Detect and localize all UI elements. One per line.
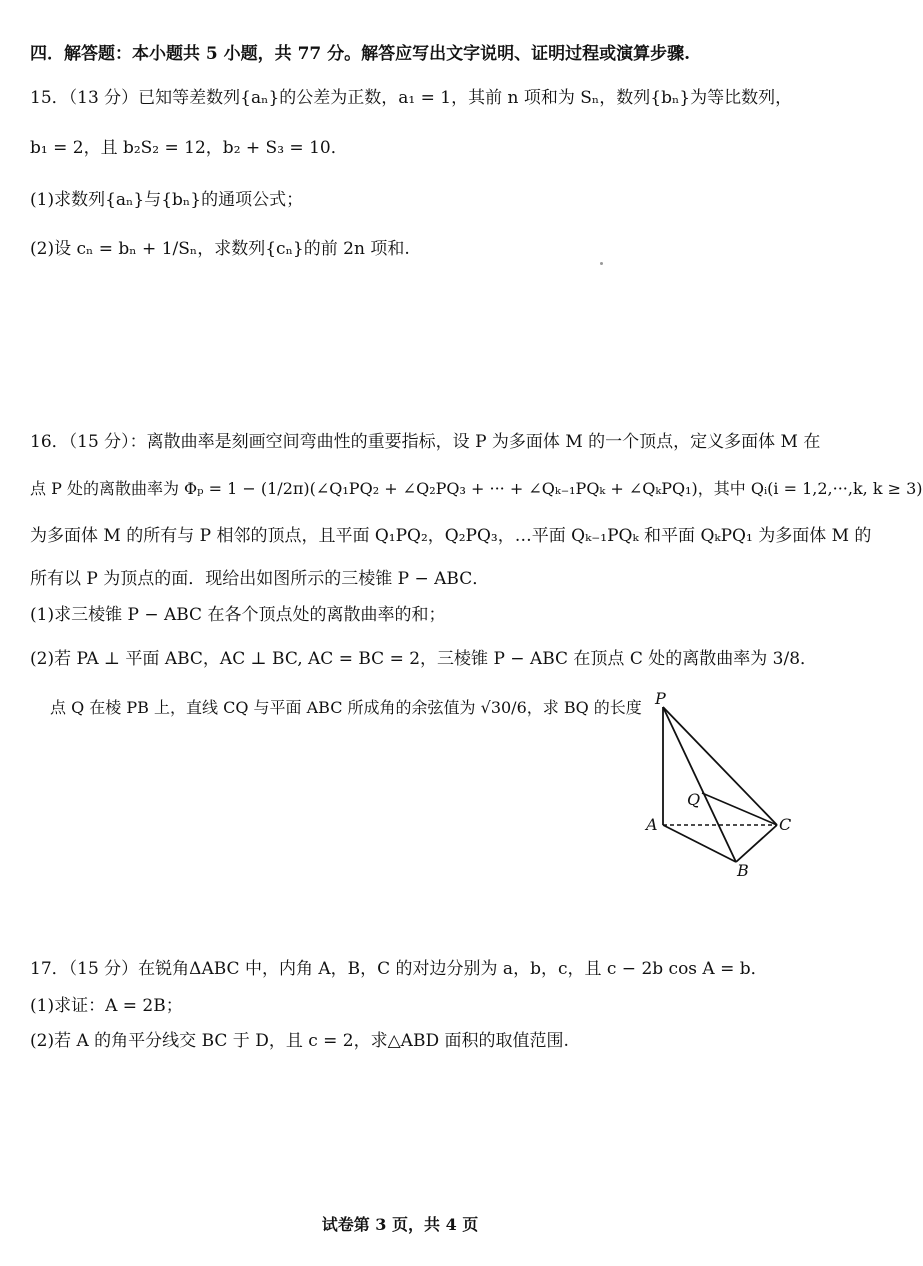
q16-line-2: 点 P 处的离散曲率为 Φₚ = 1 − (1/2π)(∠Q₁PQ₂ + ∠Q₂PQ₃ + ··· + ∠Qₖ₋₁PQₖ + ∠QₖPQ₁)，其中 Qᵢ(i = 1,2,···,k, k ≥ 3) (30, 479, 923, 498)
q15-line-2: b₁ = 2，且 b₂S₂ = 12，b₂ + S₃ = 10． (30, 138, 348, 158)
q15-line-1: 15．（13 分）已知等差数列{aₙ}的公差为正数，a₁ = 1，其前 n 项和为 Sₙ，数列{bₙ}为等比数列， (30, 88, 793, 108)
speck-mark (600, 262, 603, 265)
q16-line-4: 所有以 P 为顶点的面．现给出如图所示的三棱锥 P − ABC． (30, 569, 490, 589)
page-footer: 试卷第 3 页，共 4 页 (321, 1215, 479, 1234)
q16-line-3: 为多面体 M 的所有与 P 相邻的顶点，且平面 Q₁PQ₂，Q₂PQ₃，…平面 Qₖ₋₁PQₖ 和平面 QₖPQ₁ 为多面体 M 的 (30, 526, 872, 546)
label-B: B (737, 861, 749, 880)
edge-BC (736, 825, 777, 862)
label-C: C (779, 815, 792, 834)
label-Q: Q (687, 790, 701, 809)
segment-QC (702, 793, 777, 825)
label-A: A (646, 815, 658, 834)
q17-part-2: (2)若 A 的角平分线交 BC 于 D，且 c = 2，求△ABD 面积的取值范围. (30, 1031, 569, 1051)
pyramid-figure (640, 690, 800, 890)
q17-part-1: (1)求证：A = 2B； (30, 996, 183, 1016)
q15-part-2: (2)设 cₙ = bₙ + 1/Sₙ，求数列{cₙ}的前 2n 项和. (30, 239, 410, 259)
q16-line-1: 16．（15 分）：离散曲率是刻画空间弯曲性的重要指标，设 P 为多面体 M 的一个顶点，定义多面体 M 在 (30, 432, 821, 452)
label-P: P (655, 689, 666, 708)
q17-line-1: 17．（15 分）在锐角ΔABC 中，内角 A，B，C 的对边分别为 a，b，c，且 c − 2b cos A = b． (30, 959, 768, 979)
q15-part-1: (1)求数列{aₙ}与{bₙ}的通项公式； (30, 190, 304, 210)
edge-AB (663, 825, 736, 862)
section-header: 四．解答题：本小题共 5 小题，共 77 分。解答应写出文字说明、证明过程或演算步骤. (30, 44, 691, 64)
edge-PC (663, 707, 777, 825)
q16-part-2b: 点 Q 在棱 PB 上，直线 CQ 与平面 ABC 所成角的余弦值为 √30/6，求 BQ 的长度 (50, 698, 642, 717)
edge-PB (663, 707, 736, 862)
q16-part-2: (2)若 PA ⊥ 平面 ABC，AC ⊥ BC, AC = BC = 2，三棱锥 P − ABC 在顶点 C 处的离散曲率为 3/8． (30, 649, 818, 669)
q16-part-1: (1)求三棱锥 P − ABC 在各个顶点处的离散曲率的和； (30, 605, 446, 625)
